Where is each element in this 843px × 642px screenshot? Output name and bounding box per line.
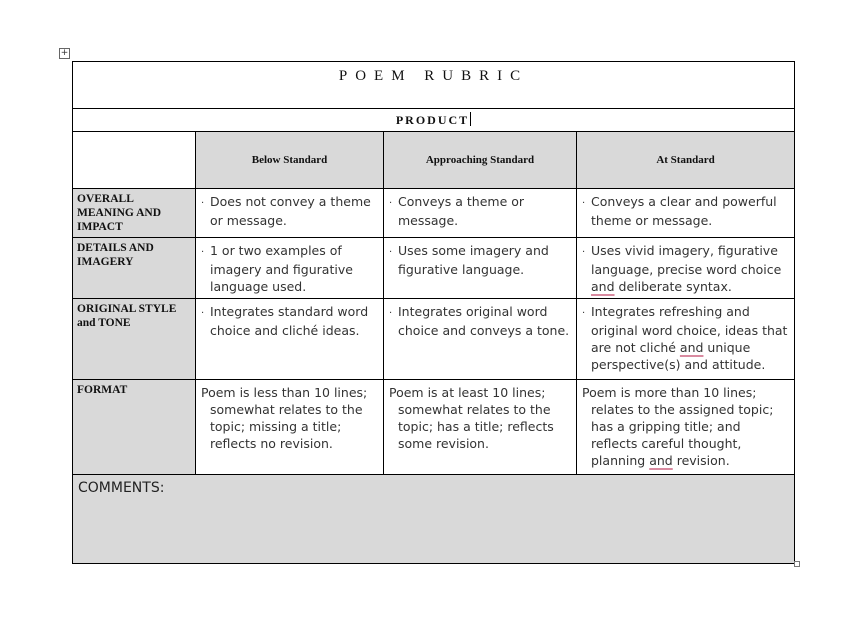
cell-text: Poem is more than 10 lines; relates to the assigned topic; has a gripping title; and reflects careful thought, planning [582,385,774,468]
subtitle-text: PRODUCT [395,113,470,127]
rubric-cell[interactable] [196,238,384,299]
spellcheck-word[interactable]: and [679,340,704,355]
cell-text: deliberate syntax. [614,279,732,294]
bullet: · [389,198,393,209]
header-corner-cell[interactable] [73,132,196,189]
cell-text: unique perspective(s) and attitude. [591,340,766,372]
rubric-cell[interactable] [577,238,795,299]
bullet: · [582,247,586,258]
cell-text: Poem is less than 10 lines; somewhat relates to the topic; missing a title; reflects no revision. [201,385,368,451]
resize-handle-icon[interactable] [794,561,800,567]
cell-text: Conveys a clear and powerful theme or message. [591,194,777,228]
rubric-cell[interactable] [577,380,795,475]
cell-text: Poem is at least 10 lines; somewhat relates to the topic; has a title; reflects some revision. [389,385,554,451]
table-row [73,189,795,238]
spellcheck-word[interactable]: and [649,453,673,468]
comments-cell[interactable] [73,475,795,564]
criterion-cell[interactable]: ORIGINAL STYLE and TONE [73,299,196,380]
rubric-cell[interactable] [196,380,384,475]
cell-text: revision. [672,453,730,468]
cell-text: Uses some imagery and figurative language. [398,243,549,277]
rubric-cell[interactable] [577,299,795,380]
bullet: · [389,247,393,258]
bullet: · [582,198,586,209]
rubric-title[interactable]: POEM RUBRIC [73,62,795,109]
bullet: · [389,308,393,319]
table-move-icon[interactable]: + [60,48,69,58]
comments-label: COMMENTS: [78,480,165,496]
cell-text: Integrates original word choice and conveys a tone. [398,304,570,338]
cell-text: Conveys a theme or message. [398,194,525,228]
table-row [73,238,795,299]
cell-text: Uses vivid imagery, figurative language, precise word choice [591,243,782,277]
rubric-cell[interactable] [384,238,577,299]
cell-text: Integrates refreshing and original word choice, ideas that are not cliché [591,304,788,355]
cell-text: Integrates standard word choice and cliché ideas. [210,304,369,338]
criterion-cell[interactable]: DETAILS AND IMAGERY [73,238,196,299]
criterion-cell[interactable]: OVERALL MEANING AND IMPACT [73,189,196,238]
rubric-cell[interactable] [384,299,577,380]
rubric-cell[interactable] [384,189,577,238]
cell-text: Does not convey a theme or message. [210,194,371,228]
text-cursor [470,112,471,126]
criterion-cell[interactable]: FORMAT [73,380,196,475]
cell-text: 1 or two examples of imagery and figurative language used. [210,243,353,294]
table-row [73,299,795,380]
rubric-cell[interactable] [577,189,795,238]
rubric-cell[interactable] [196,299,384,380]
bullet: · [201,198,205,209]
bullet: · [201,247,205,258]
table-row [73,380,795,475]
header-at-standard[interactable]: At Standard [577,132,795,189]
rubric-cell[interactable] [196,189,384,238]
spellcheck-word[interactable]: and [591,279,615,294]
rubric-subtitle[interactable] [73,109,795,132]
rubric-table [72,61,795,564]
rubric-cell[interactable] [384,380,577,475]
header-approaching-standard[interactable]: Approaching Standard [384,132,577,189]
header-below-standard[interactable]: Below Standard [196,132,384,189]
bullet: · [582,308,586,319]
bullet: · [201,308,205,319]
